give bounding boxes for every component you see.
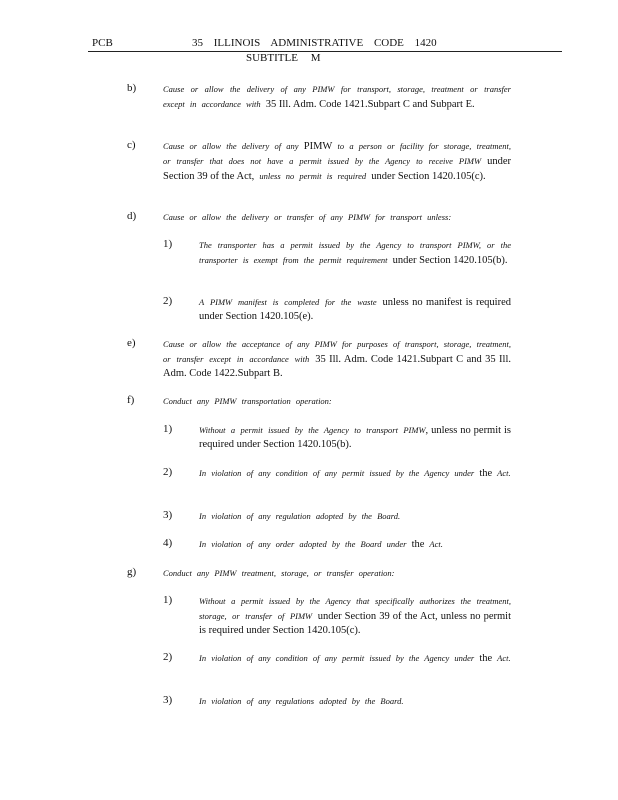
subitem-text-f4 (199, 537, 511, 552)
page-header (88, 37, 562, 52)
text-fragment: under Section 39 of the Act, unless no permit is required under Section 1420.105(c). (199, 611, 511, 636)
subitem-text-d1 (199, 238, 511, 268)
text-fragment: , unless no permit is required under Section 1420.105(b). (199, 425, 511, 450)
item-label-f: f) (127, 394, 135, 406)
header-code: 35 ILLINOIS ADMINISTRATIVE CODE 1420 (192, 37, 437, 49)
subitem-label-d1: 1) (163, 238, 173, 250)
text-fragment-italic: Without a permit issued by the Agency that specifically authorizes the treatment, storage, or transfer of PIMW (199, 596, 511, 621)
text-fragment-italic: Cause or allow the delivery of any (163, 141, 304, 151)
item-label-b: b) (127, 82, 137, 94)
subitem-text-f3 (199, 509, 511, 524)
subitem-text-f1 (199, 423, 511, 452)
subitem-label-f4: 4) (163, 537, 173, 549)
text-fragment-italic: Without a permit issued by the Agency to transport PIMW (199, 425, 426, 435)
item-label-d: d) (127, 210, 137, 222)
subitem-label-g2: 2) (163, 651, 173, 663)
text-fragment: under Section 1420.105(c). (371, 171, 486, 182)
item-label-g: g) (127, 566, 137, 578)
text-fragment: the (411, 539, 425, 550)
text-fragment: under Section 39 of the Act, (163, 156, 511, 182)
text-fragment: the (479, 653, 493, 664)
text-fragment: the (479, 468, 493, 479)
text-fragment: unless no manifest is required under Section 1420.105(e). (199, 297, 511, 322)
text-fragment-italic: In violation of any condition of any permit issued by the Agency under (199, 468, 480, 478)
subitem-text-g1 (199, 594, 511, 638)
text-fragment-italic: In violation of any condition of any permit issued by the Agency under (199, 653, 480, 663)
subitem-text-d2 (199, 295, 511, 324)
text-fragment: under Section 1420.105(b). (392, 255, 508, 266)
text-fragment-italic: In violation of any regulations adopted by the Board. (199, 696, 404, 706)
item-text-e (163, 337, 511, 381)
text-fragment-italic: unless no permit is required (254, 171, 372, 181)
subitem-text-f2 (199, 466, 511, 481)
subitem-label-d2: 2) (163, 295, 173, 307)
text-fragment-italic: Act. (492, 653, 511, 663)
text-fragment-italic: The transporter has a permit issued by the Agency to transport PIMW, or the transporter is exempt from the permit requirement (199, 240, 511, 265)
text-fragment: 35 Ill. Adm. Code 1421.Subpart C and 35 Ill. Adm. Code 1422.Subpart B. (163, 354, 511, 379)
text-fragment-italic: Conduct any PIMW treatment, storage, or transfer operation: (163, 568, 395, 578)
text-fragment-italic: A PIMW manifest is completed for the waste (199, 297, 383, 307)
item-text-f (163, 394, 511, 409)
text-fragment-italic: Cause or allow the delivery or transfer of any PIMW for transport unless: (163, 212, 452, 222)
text-fragment-italic: Conduct any PIMW transportation operation: (163, 396, 332, 406)
item-label-e: e) (127, 337, 136, 349)
text-fragment-italic: In violation of any regulation adopted by the Board. (199, 511, 401, 521)
subitem-text-g2 (199, 651, 511, 666)
text-fragment-italic: Act. (492, 468, 511, 478)
header-left: PCB (92, 37, 113, 49)
subitem-text-g3 (199, 694, 511, 709)
text-fragment: 35 Ill. Adm. Code 1421.Subpart C and Subpart E. (265, 99, 475, 110)
text-fragment-italic: Cause or allow the acceptance of any PIMW for purposes of transport, storage, treatment, or transfer except in accordance with (163, 339, 511, 364)
text-fragment-italic: Act. (424, 539, 443, 549)
text-fragment-italic: Cause or allow the delivery of any PIMW for transport, storage, treatment or transfer except in accordance with (163, 84, 511, 109)
subitem-label-f3: 3) (163, 509, 173, 521)
subitem-label-f2: 2) (163, 466, 173, 478)
text-fragment-italic: In violation of any order adopted by the Board under (199, 539, 412, 549)
item-text-g (163, 566, 511, 581)
item-text-d (163, 210, 511, 225)
item-text-b (163, 82, 511, 112)
text-fragment-italic: to a person or facility for storage, treatment, or transfer that does not have a permit issued by the Agency to receive PIMW (163, 141, 512, 166)
item-text-c (163, 139, 511, 184)
subitem-label-g1: 1) (163, 594, 173, 606)
subitem-label-f1: 1) (163, 423, 173, 435)
header-subtitle: SUBTITLE M (246, 52, 321, 64)
text-fragment: PIMW (303, 141, 333, 152)
subitem-label-g3: 3) (163, 694, 173, 706)
item-label-c: c) (127, 139, 136, 151)
